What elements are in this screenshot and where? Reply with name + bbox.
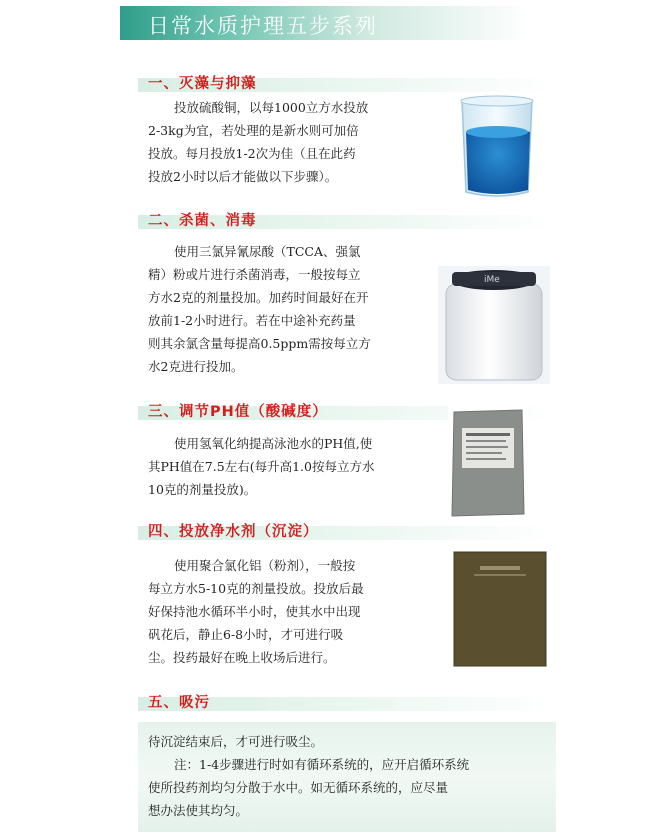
section-5-text [148,730,548,822]
section-2-line: 方水2克的剂量投加。加药时间最好在开 [148,290,369,305]
section-2-line: 则其余氯含量每提高0.5ppm需按每立方 [148,336,371,351]
section-4-text [148,554,448,669]
section-4-line: 尘。投药最好在晚上收场后进行。 [148,650,336,665]
page-title: 日常水质护理五步系列 [148,14,378,38]
section-3-text [148,432,438,501]
section-1-line: 投放。每月投放1-2次为佳（且在此药 [148,146,356,161]
section-1-line: 投放2小时以后才能做以下步骤）。 [148,169,338,184]
section-3-line: 使用氢氧化纳提高泳池水的PH值,使 [174,436,373,451]
section-2-line: 使用三氯异氰尿酸（TCCA、强氯 [174,244,361,259]
section-2-text [148,240,428,378]
section-2-heading: 二、杀菌、消毒 [148,213,257,229]
section-4-heading: 四、投放净水剂（沉淀） [148,524,319,540]
bucket-label: iMe [484,275,500,285]
section-3-line: 10克的剂量投放)。 [148,482,257,497]
section-5-line: 使所投药剂均匀分散于水中。如无循环系统的，应尽量 [148,780,449,795]
section-5-line: 想办法使其均匀。 [148,803,249,818]
polyaluminium-chloride-bag-image [450,548,550,668]
section-4-line: 矾花后，静止6-8小时，才可进行吸 [148,627,344,642]
section-2-line: 放前1-2小时进行。若在中途补充药量 [148,313,356,328]
section-1-line: 2-3kg为宜，若处理的是新水则可加倍 [148,123,359,138]
section-4-line: 使用聚合氯化铝（粉剂），一般按 [174,558,356,573]
section-1-line: 投放硫酸铜，以每1000立方水投放 [174,100,369,115]
section-2-line: 精）粉或片进行杀菌消毒，一般按每立 [148,267,361,282]
section-4-line: 好保持池水循环半小时，使其水中出现 [148,604,361,619]
section-5-line: 注：1-4步骤进行时如有循环系统的，应开启循环系统 [174,757,470,772]
section-1-text [148,96,448,188]
section-3-heading: 三、调节PH值（酸碱度） [148,404,328,420]
section-5-heading: 五、吸污 [148,695,210,711]
chlorine-bucket-image [438,266,550,384]
section-2-line: 水2克进行投加。 [148,359,244,374]
section-3-line: 其PH值在7.5左右(每升高1.0按每立方水 [148,459,375,474]
section-1-heading: 一、灭藻与抑藻 [148,76,257,92]
copper-sulfate-beaker-image [452,92,542,202]
section-4-line: 每立方水5-10克的剂量投放。投放后最 [148,581,364,596]
sodium-hydroxide-bag-image [448,406,528,518]
section-5-line: 待沉淀结束后，才可进行吸尘。 [148,734,324,749]
